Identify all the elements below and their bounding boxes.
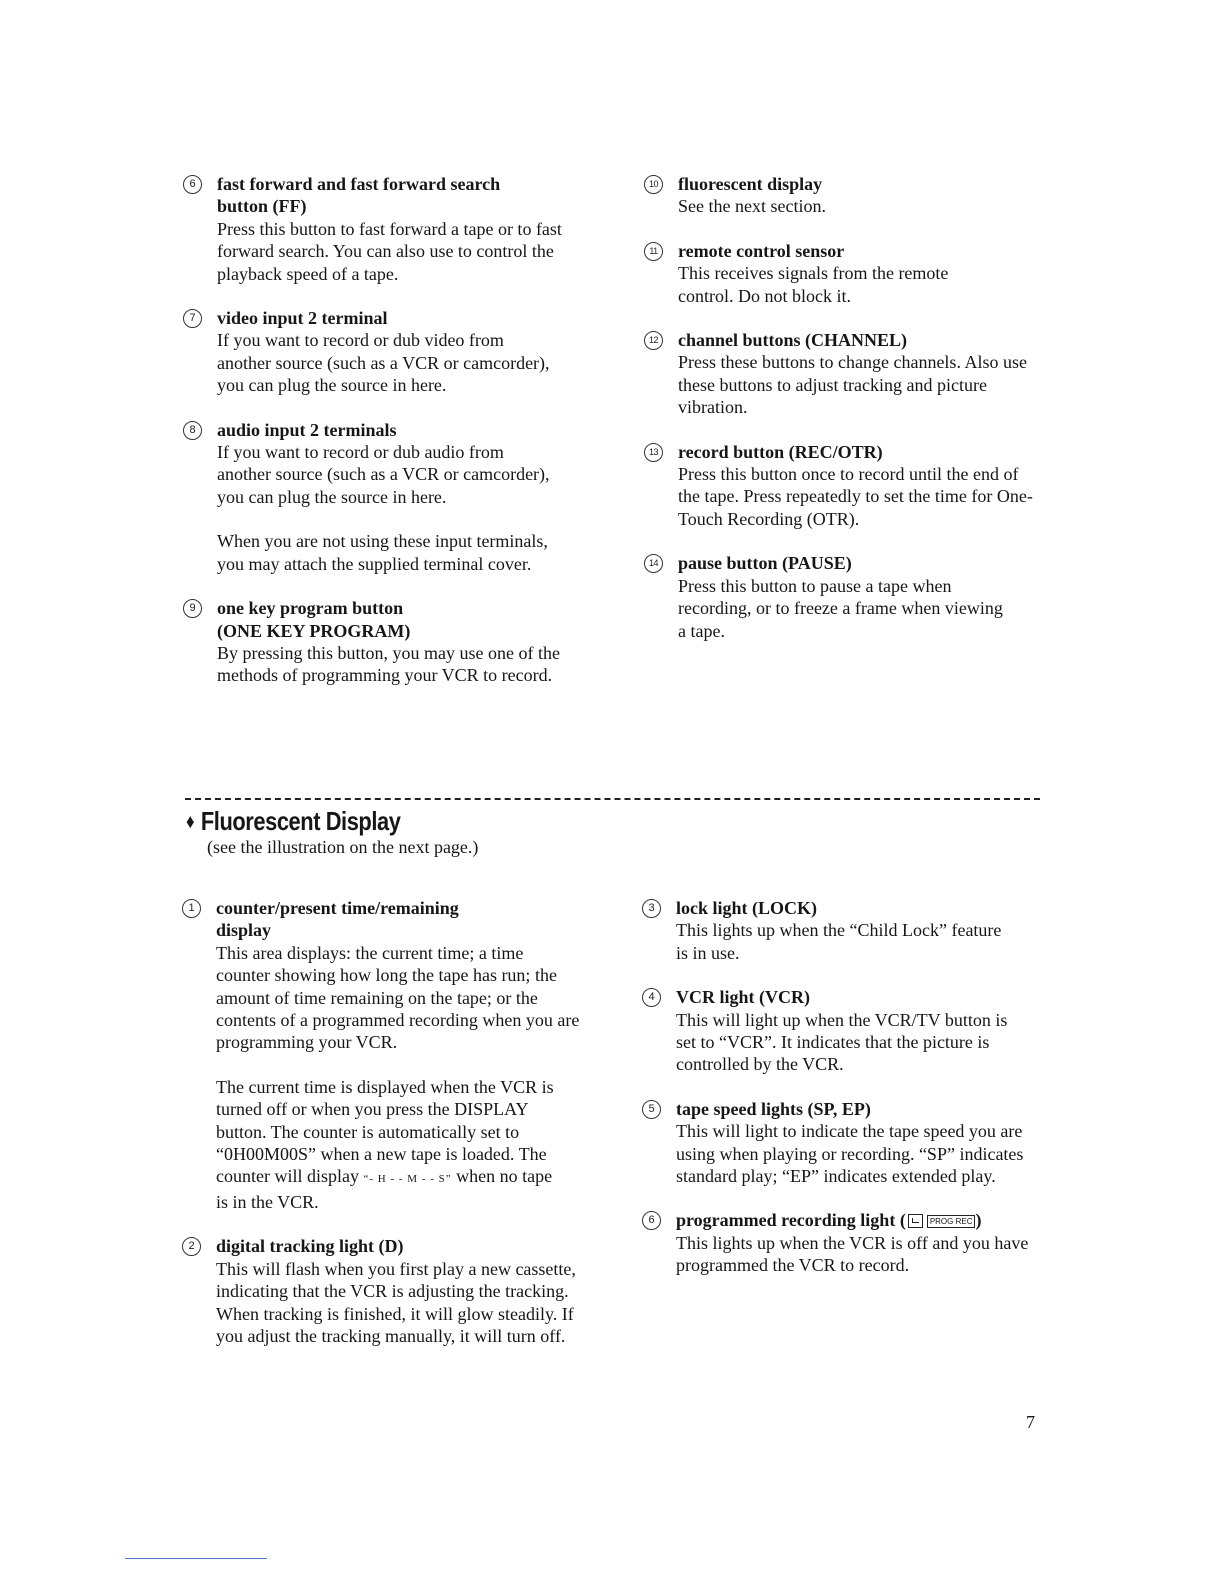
item-description: If you want to record or dub audio from another source (such as a VCR or camcorder), you can plug the source in here. bbox=[217, 442, 550, 507]
item-number: 3 bbox=[642, 899, 661, 918]
item-description: Press this button to pause a tape when recording, or to freeze a frame when viewing a tape. bbox=[678, 575, 1003, 641]
item-title: remote control sensor bbox=[678, 240, 845, 261]
item-pause-button bbox=[644, 552, 1044, 642]
item-number: 1 bbox=[182, 899, 201, 918]
timer-clock-icon bbox=[908, 1214, 923, 1228]
item-title: channel buttons (CHANNEL) bbox=[678, 330, 908, 351]
item-number: 8 bbox=[183, 421, 202, 440]
item-note: The current time is displayed when the VCR is turned off or when you press the DISPLAY button. The counter is automatically set to “0H00M00S” when a new tape is loaded. The counter will display “- H - - M - - S” when no tape is in the VCR. bbox=[216, 1076, 554, 1212]
item-description: This will flash when you first play a new cassette, indicating that the VCR is adjusting the tracking. When tracking is finished, it will glow steadily. If you adjust the tracking manually, it will turn off. bbox=[216, 1258, 576, 1346]
item-fast-forward bbox=[183, 173, 583, 285]
item-note: When you are not using these input terminals, you may attach the supplied terminal cover. bbox=[217, 531, 548, 574]
item-lock-light bbox=[642, 897, 1042, 964]
section-note: (see the illustration on the next page.) bbox=[207, 837, 479, 857]
item-remote-sensor bbox=[644, 240, 1044, 307]
item-title: record button (REC/OTR) bbox=[678, 441, 883, 462]
item-digital-tracking bbox=[182, 1235, 582, 1347]
section-divider bbox=[185, 798, 1040, 800]
item-title: tape speed lights (SP, EP) bbox=[676, 1098, 871, 1119]
item-channel-buttons bbox=[644, 329, 1044, 419]
item-description: Press these buttons to change channels. Also use these buttons to adjust tracking and picture vibration. bbox=[678, 352, 1027, 418]
page-number: 7 bbox=[1026, 1412, 1035, 1432]
item-title: video input 2 terminal bbox=[217, 308, 388, 329]
item-fluorescent-display bbox=[644, 173, 1044, 218]
section-title: ♦ Fluorescent Display bbox=[186, 806, 401, 836]
item-description: Press this button once to record until the end of the tape. Press repeatedly to set the time for One-Touch Recording (OTR). bbox=[678, 464, 1033, 529]
item-title: pause button (PAUSE) bbox=[678, 553, 852, 574]
item-description: Press this button to fast forward a tape or to fast forward search. You can also use to control the playback speed of a tape. bbox=[217, 218, 562, 284]
no-tape-display-code: “- H - - M - - S” bbox=[363, 1173, 452, 1186]
item-audio-input bbox=[183, 419, 583, 575]
item-number: 10 bbox=[644, 175, 663, 194]
diamond-bullet-icon: ♦ bbox=[186, 811, 195, 833]
item-title: VCR light (VCR) bbox=[676, 987, 810, 1008]
item-title: one key program button (ONE KEY PROGRAM) bbox=[217, 598, 411, 641]
item-number: 12 bbox=[644, 331, 663, 350]
item-number: 13 bbox=[644, 443, 663, 462]
item-vcr-light bbox=[642, 986, 1042, 1076]
item-description: See the next section. bbox=[678, 196, 826, 217]
item-video-input bbox=[183, 307, 583, 397]
top-right-column bbox=[644, 173, 1044, 642]
item-one-key-program bbox=[183, 597, 583, 687]
item-title: audio input 2 terminals bbox=[217, 419, 397, 440]
item-description: This lights up when the VCR is off and you have programmed the VCR to record. bbox=[676, 1232, 1029, 1276]
item-description: This area displays: the current time; a time counter showing how long the tape has run; the amount of time remaining on the tape; or the contents of a programmed recording when you are programming your VCR. bbox=[216, 942, 580, 1053]
item-title: counter/present time/remaining display bbox=[216, 898, 459, 941]
bottom-right-column bbox=[642, 897, 1042, 1277]
item-description: If you want to record or dub video from another source (such as a VCR or camcorder), you can plug the source in here. bbox=[217, 330, 550, 396]
item-description: This receives signals from the remote control. Do not block it. bbox=[678, 263, 949, 306]
item-number: 2 bbox=[182, 1237, 201, 1256]
item-description: This will light to indicate the tape speed you are using when playing or recording. “SP” indicates standard play; “EP” indicates extended play. bbox=[676, 1121, 1024, 1187]
item-description: By pressing this button, you may use one of the methods of programming your VCR to record. bbox=[217, 642, 560, 686]
bottom-rule bbox=[125, 1558, 267, 1559]
item-number: 14 bbox=[644, 554, 663, 573]
item-number: 4 bbox=[642, 988, 661, 1007]
item-counter-display bbox=[182, 897, 582, 1213]
item-description: This will light up when the VCR/TV button is set to “VCR”. It indicates that the picture is controlled by the VCR. bbox=[676, 1009, 1008, 1075]
item-title: digital tracking light (D) bbox=[216, 1236, 404, 1257]
bottom-left-column bbox=[182, 897, 582, 1347]
item-title: programmed recording light ( PROG REC ) bbox=[676, 1210, 982, 1231]
item-title: lock light (LOCK) bbox=[676, 898, 818, 918]
item-title: fast forward and fast forward search button (FF) bbox=[217, 174, 501, 217]
prog-rec-badge: PROG REC bbox=[927, 1215, 976, 1228]
top-left-column bbox=[183, 173, 583, 687]
item-description: This lights up when the “Child Lock” feature is in use. bbox=[676, 920, 1002, 963]
item-title: fluorescent display bbox=[678, 174, 823, 194]
item-number: 6 bbox=[183, 175, 202, 194]
item-number: 5 bbox=[642, 1100, 661, 1119]
item-record-button bbox=[644, 441, 1044, 531]
item-number: 9 bbox=[183, 599, 202, 618]
item-programmed-recording-light bbox=[642, 1209, 1042, 1276]
item-number: 11 bbox=[644, 242, 663, 261]
item-number: 6 bbox=[642, 1211, 661, 1230]
item-number: 7 bbox=[183, 309, 202, 328]
item-tape-speed-lights bbox=[642, 1098, 1042, 1188]
